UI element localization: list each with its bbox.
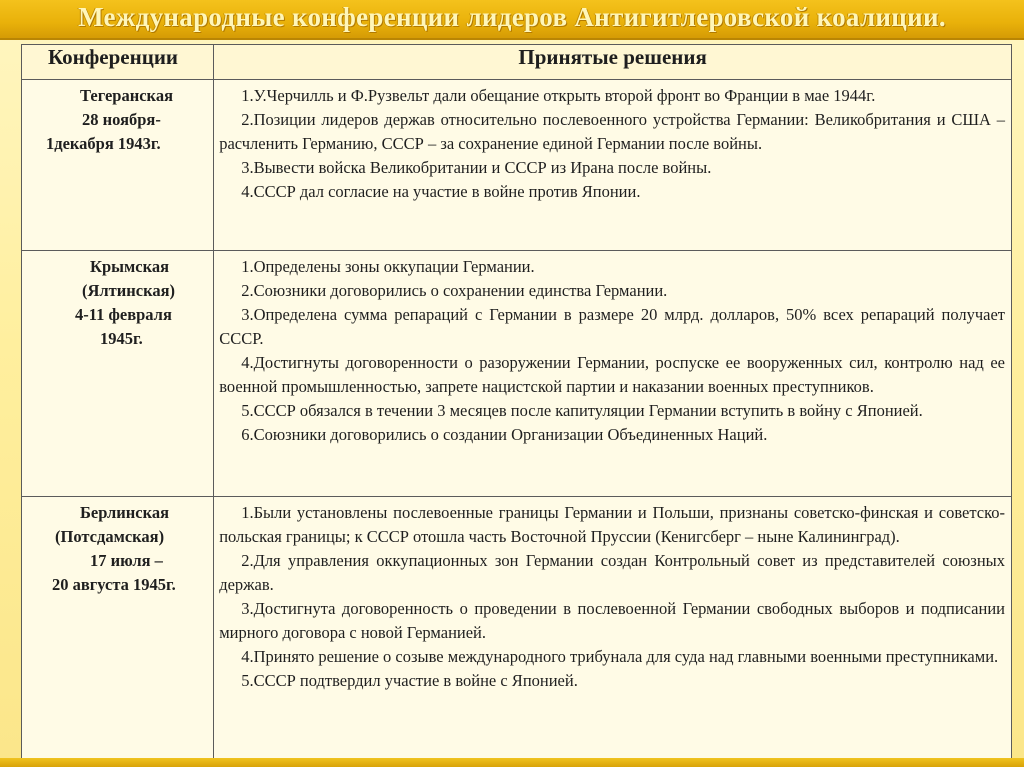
decisions-cell <box>214 251 1012 497</box>
bottom-band <box>0 758 1024 767</box>
decisions-cell <box>214 80 1012 251</box>
decision-item: 4.СССР дал согласие на участие в войне против Японии. <box>241 182 641 201</box>
conference-date-line: 1декабря 1943г. <box>46 134 161 153</box>
decision-item: 5.СССР подтвердил участие в войне с Японией. <box>241 671 578 690</box>
conferences-table <box>21 44 1012 760</box>
conference-name-line: Тегеранская <box>80 86 173 105</box>
conference-name-cell <box>22 497 214 760</box>
decision-item: 2.Позиции лидеров держав относительно послевоенного устройства Германии: Великобритания и США – расчленить Германию, СССР – за сохранение единой Германии после войны. <box>219 110 1005 153</box>
slide-title: Международные конференции лидеров Антигитлеровской коалиции. <box>78 2 946 32</box>
decision-item: 6.Союзники договорились о создании Организации Объединенных Наций. <box>241 425 768 444</box>
decision-item: 2.Союзники договорились о сохранении единства Германии. <box>241 281 668 300</box>
header-conferences: Конференции <box>22 45 214 80</box>
conference-name-line: Крымская <box>90 257 170 276</box>
conference-date-line: 4-11 февраля <box>75 305 172 324</box>
conference-name-line: (Потсдамская) <box>55 527 165 546</box>
conference-name-cell <box>22 80 214 251</box>
decisions-cell <box>214 497 1012 760</box>
header-decisions: Принятые решения <box>214 45 1012 80</box>
table-row-tehran <box>22 80 1012 251</box>
decision-item: 4.Достигнуты договоренности о разоружении Германии, роспуске ее вооруженных сил, контролю над ее военной промышленностью, запрете нацистской партии и наказании военных преступников. <box>219 353 1005 396</box>
table-row-potsdam <box>22 497 1012 760</box>
conference-name-cell <box>22 251 214 497</box>
decision-item: 1.У.Черчилль и Ф.Рузвельт дали обещание открыть второй фронт во Франции в мае 1944г. <box>241 86 876 105</box>
decision-item: 3.Вывести войска Великобритании и СССР из Ирана после войны. <box>241 158 712 177</box>
table-header-row <box>22 45 1012 80</box>
decision-item: 3.Достигнута договоренность о проведении в послевоенной Германии свободных выборов и подписании мирного договора с новой Германией. <box>219 599 1005 642</box>
conference-date-line: 1945г. <box>100 329 143 348</box>
decision-item: 1.Были установлены послевоенные границы Германии и Польши, признаны советско-финская и советско-польская границы; к СССР отошла часть Восточной Пруссии (Кенигсберг – ныне Калининград). <box>219 503 1005 546</box>
decision-item: 5.СССР обязался в течении 3 месяцев после капитуляции Германии вступить в войну с Японией. <box>241 401 923 420</box>
conference-date-line: 28 ноября- <box>82 110 161 129</box>
table-row-yalta <box>22 251 1012 497</box>
decision-item: 2.Для управления оккупационных зон Германии создан Контрольный совет из представителей союзных держав. <box>219 551 1005 594</box>
conference-name-line: Берлинская <box>80 503 170 522</box>
conference-name-line: (Ялтинская) <box>82 281 176 300</box>
conference-date-line: 20 августа 1945г. <box>52 575 176 594</box>
decision-item: 3.Определена сумма репараций с Германии в размере 20 млрд. долларов, 50% всех репараций получает СССР. <box>219 305 1005 348</box>
decision-item: 4.Принято решение о созыве международного трибунала для суда над главными военными преступниками. <box>241 647 999 666</box>
conference-date-line: 17 июля – <box>90 551 163 570</box>
decision-item: 1.Определены зоны оккупации Германии. <box>241 257 535 276</box>
